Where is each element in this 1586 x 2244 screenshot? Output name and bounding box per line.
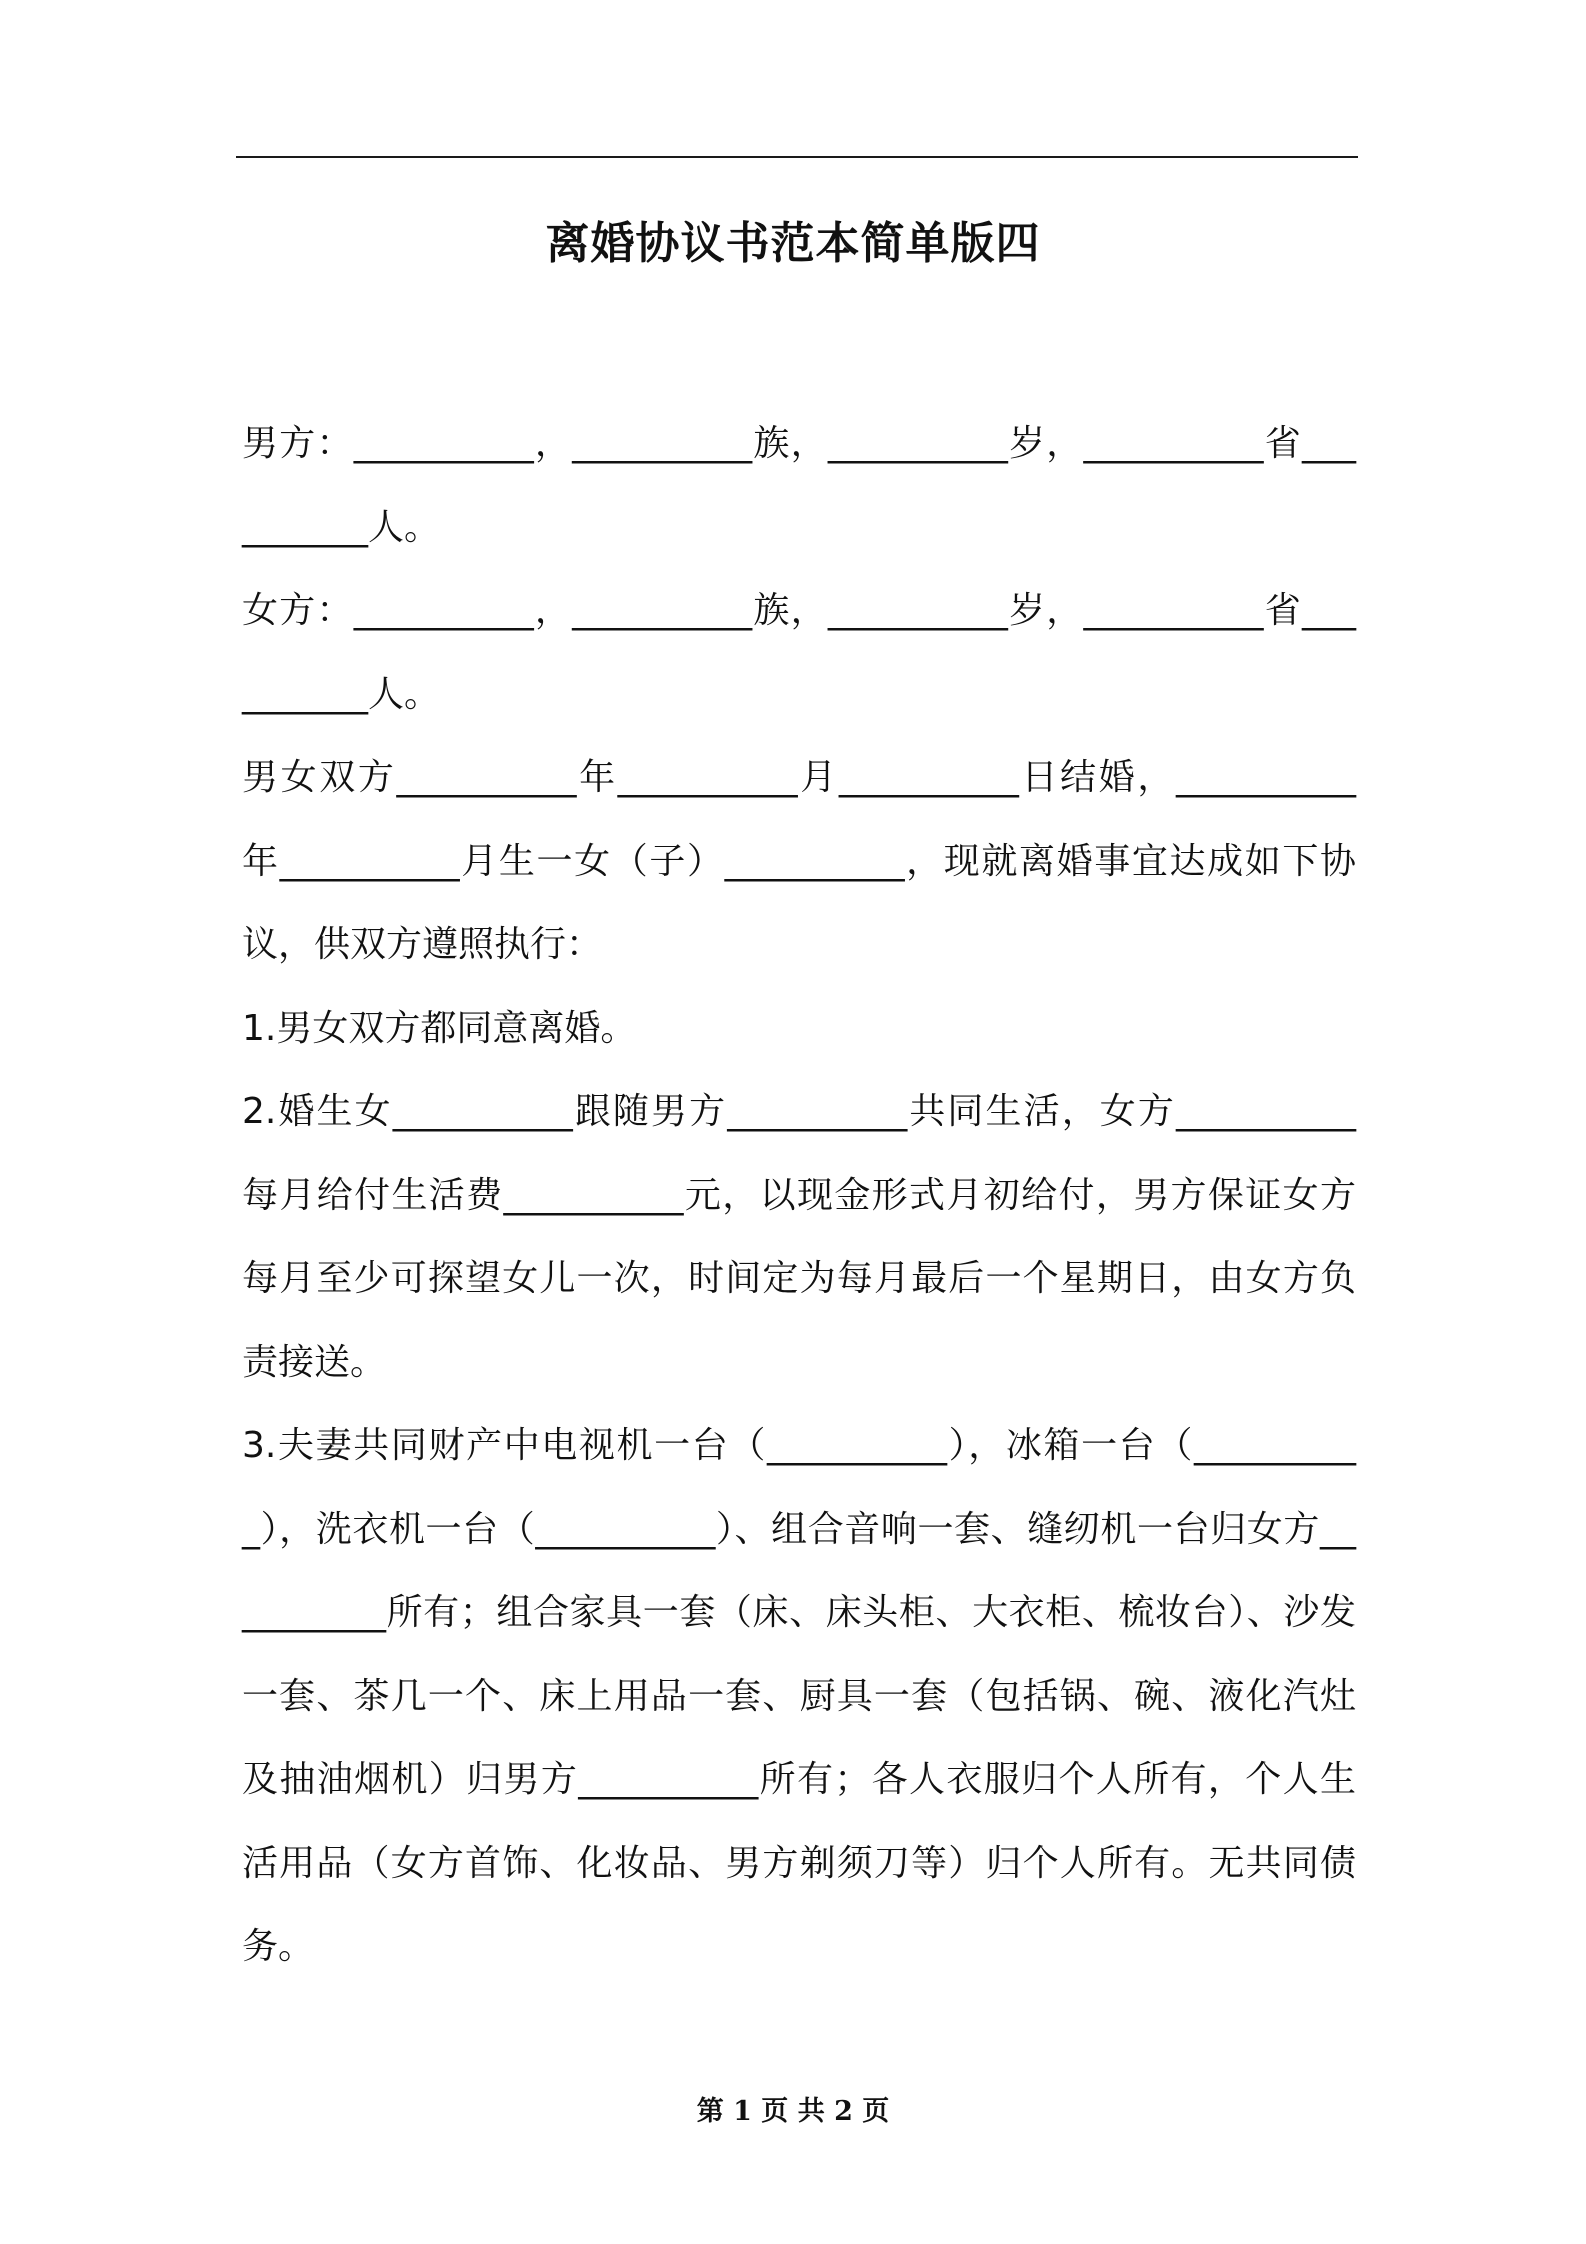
- paragraph-female-party: 女方：__________，__________族，__________岁，__________省__________人。: [242, 590, 1356, 715]
- paragraph-clause-1: 1.男女双方都同意离婚。: [242, 1007, 637, 1049]
- document-body: [242, 402, 1356, 1989]
- paragraph-clause-3: 3.夫妻共同财产中电视机一台（__________），冰箱一台（__________），洗衣机一台（__________）、组合音响一套、缝纫机一台归女方__________所有；组合家具一套（床、床头柜、大衣柜、梳妆台）、沙发一套、茶几一个、床上用品一套、厨具一套（包括锅、碗、液化汽灶及抽油烟机）归男方__________所有；各人衣服归个人所有，个人生活用品（女方首饰、化妆品、男方剃须刀等）归个人所有。无共同债务。: [242, 1425, 1356, 1967]
- paragraph-marriage-info: 男女双方__________年__________月__________日结婚，__________年__________月生一女（子）__________，现就离婚事宜达成如下协议，供双方遵照执行：: [242, 757, 1356, 965]
- header-rule: [236, 156, 1358, 158]
- page-number: 第 1 页 共 2 页: [696, 2096, 890, 2127]
- paragraph-male-party: 男方：__________，__________族，__________岁，__________省__________人。: [242, 423, 1356, 548]
- paragraph-clause-2: 2.婚生女__________跟随男方__________共同生活，女方__________每月给付生活费__________元，以现金形式月初给付，男方保证女方每月至少可探望女儿一次，时间定为每月最后一个星期日，由女方负责接送。: [242, 1091, 1356, 1383]
- document-title: 离婚协议书范本简单版四: [545, 218, 1041, 269]
